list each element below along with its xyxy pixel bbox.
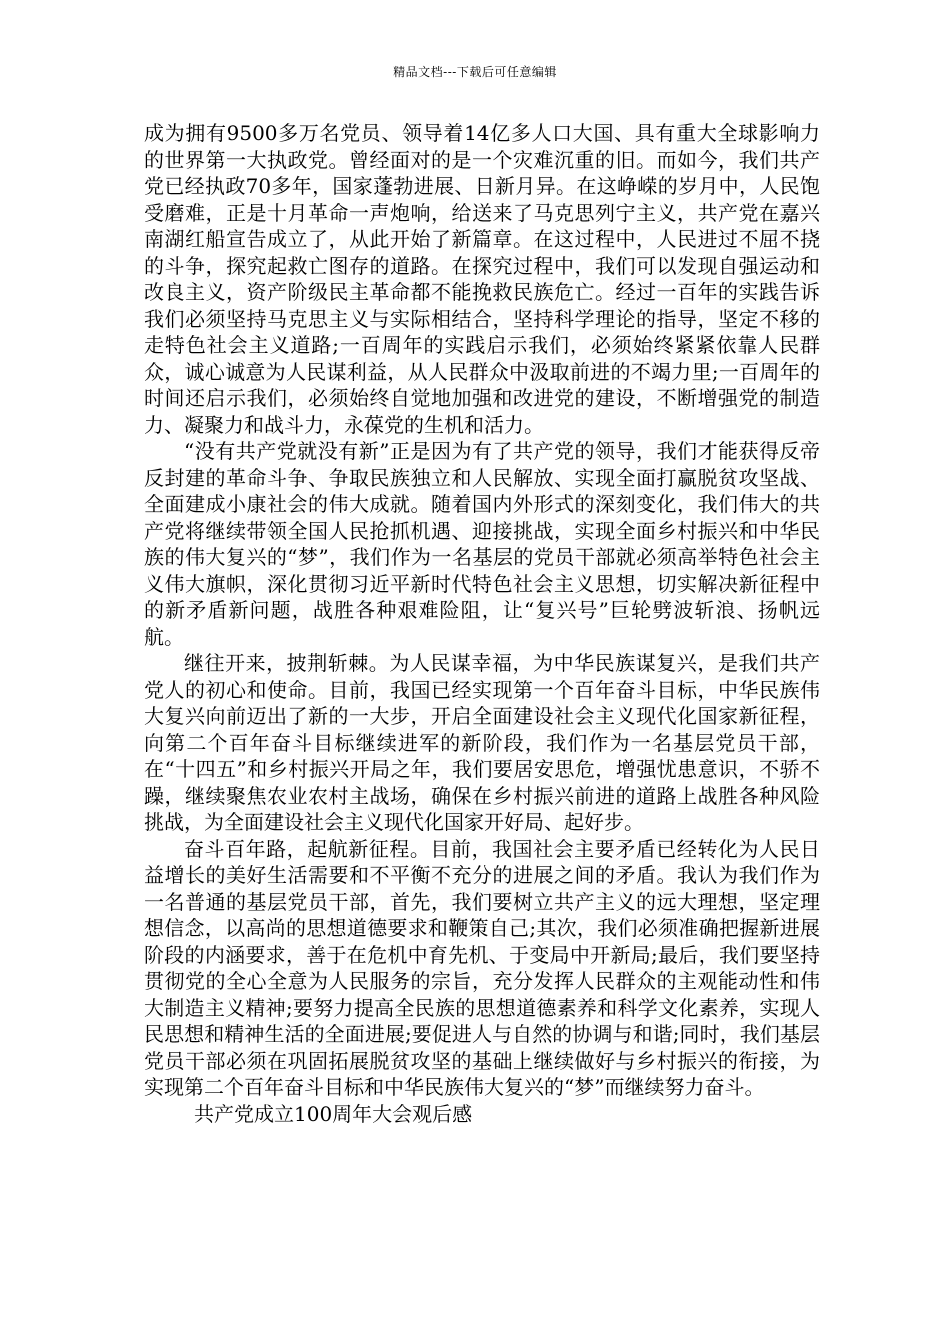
paragraph-2: “没有共产党就没有新”正是因为有了共产党的领导，我们才能获得反帝反封建的革命斗争、争取民族独立和人民解放、实现全面打赢脱贫攻坚战、全面建成小康社会的伟大成就。随着国内外形式的深刻变化，我们伟大的共产党将继续带领全国人民抢抓机遇、迎接挑战，实现全面乡村振兴和中华民族的伟大复兴的“梦”，我们作为一名基层的党员干部就必须高举特色社会主义伟大旗帜，深化贯彻习近平新时代特色社会主义思想，切实解决新征程中的新矛盾新问题，战胜各种艰难险阻，让“复兴号”巨轮劈波斩浪、扬帆远航。 — [144, 439, 820, 649]
paragraph-3: 继往开来，披荆斩棘。为人民谋幸福，为中华民族谋复兴，是我们共产党人的初心和使命。目前，我国已经实现第一个百年奋斗目标，中华民族伟大复兴向前迈出了新的一大步，开启全面建设社会主义现代化国家新征程，向第二个百年奋斗目标继续进军的新阶段，我们作为一名基层党员干部，在“十四五”和乡村振兴开局之年，我们要居安思危，增强忧患意识，不骄不躁，继续聚焦农业农村主战场，确保在乡村振兴前进的道路上战胜各种风险挑战，为全面建设社会主义现代化国家开好局、起好步。 — [144, 651, 820, 834]
paragraph-1: 成为拥有9500多万名党员、领导着14亿多人口大国、具有重大全球影响力的世界第一大执政党。曾经面对的是一个灾难沉重的旧。而如今，我们共产党已经执政70多年，国家蓬勃进展、日新月异。在这峥嵘的岁月中，人民饱受磨难，正是十月革命一声炮响，给送来了马克思列宁主义，共产党在嘉兴南湖红船宣告成立了，从此开始了新篇章。在这过程中，人民进过不屈不挠的斗争，探究起救亡图存的道路。在探究过程中，我们可以发现自强运动和改良主义，资产阶级民主革命都不能挽救民族危亡。经过一百年的实践告诉我们必须坚持马克思主义与实际相结合，坚持科学理论的指导，坚定不移的走特色社会主义道路;一百周年的实践启示我们，必须始终紧紧依靠人民群众，诚心诚意为人民谋利益，从人民群众中汲取前进的不竭力里;一百周年的时间还启示我们，必须始终自觉地加强和改进党的建设，不断增强党的制造力、凝聚力和战斗力，永葆党的生机和活力。 — [144, 121, 820, 437]
page-header: 精品文档---下载后可任意编辑 — [393, 65, 557, 79]
document-body — [144, 120, 820, 1127]
document-title: 共产党成立100周年大会观后感 — [194, 1101, 473, 1126]
paragraph-4: 奋斗百年路，起航新征程。目前，我国社会主要矛盾已经转化为人民日益增长的美好生活需要和不平衡不充分的进展之间的矛盾。我认为我们作为一名普通的基层党员干部，首先，我们要树立共产主义的远大理想，坚定理想信念，以高尚的思想道德要求和鞭策自己;其次，我们必须准确把握新进展阶段的内涵要求，善于在危机中育先机、于变局中开新局;最后，我们要坚持贯彻党的全心全意为人民服务的宗旨，充分发挥人民群众的主观能动性和伟大制造主义精神;要努力提高全民族的思想道德素养和科学文化素养，实现人民思想和精神生活的全面进展;要促进人与自然的协调与和谐;同时，我们基层党员干部必须在巩固拓展脱贫攻坚的基础上继续做好与乡村振兴的衔接，为实现第二个百年奋斗目标和中华民族伟大复兴的“梦”而继续努力奋斗。 — [144, 836, 820, 1099]
